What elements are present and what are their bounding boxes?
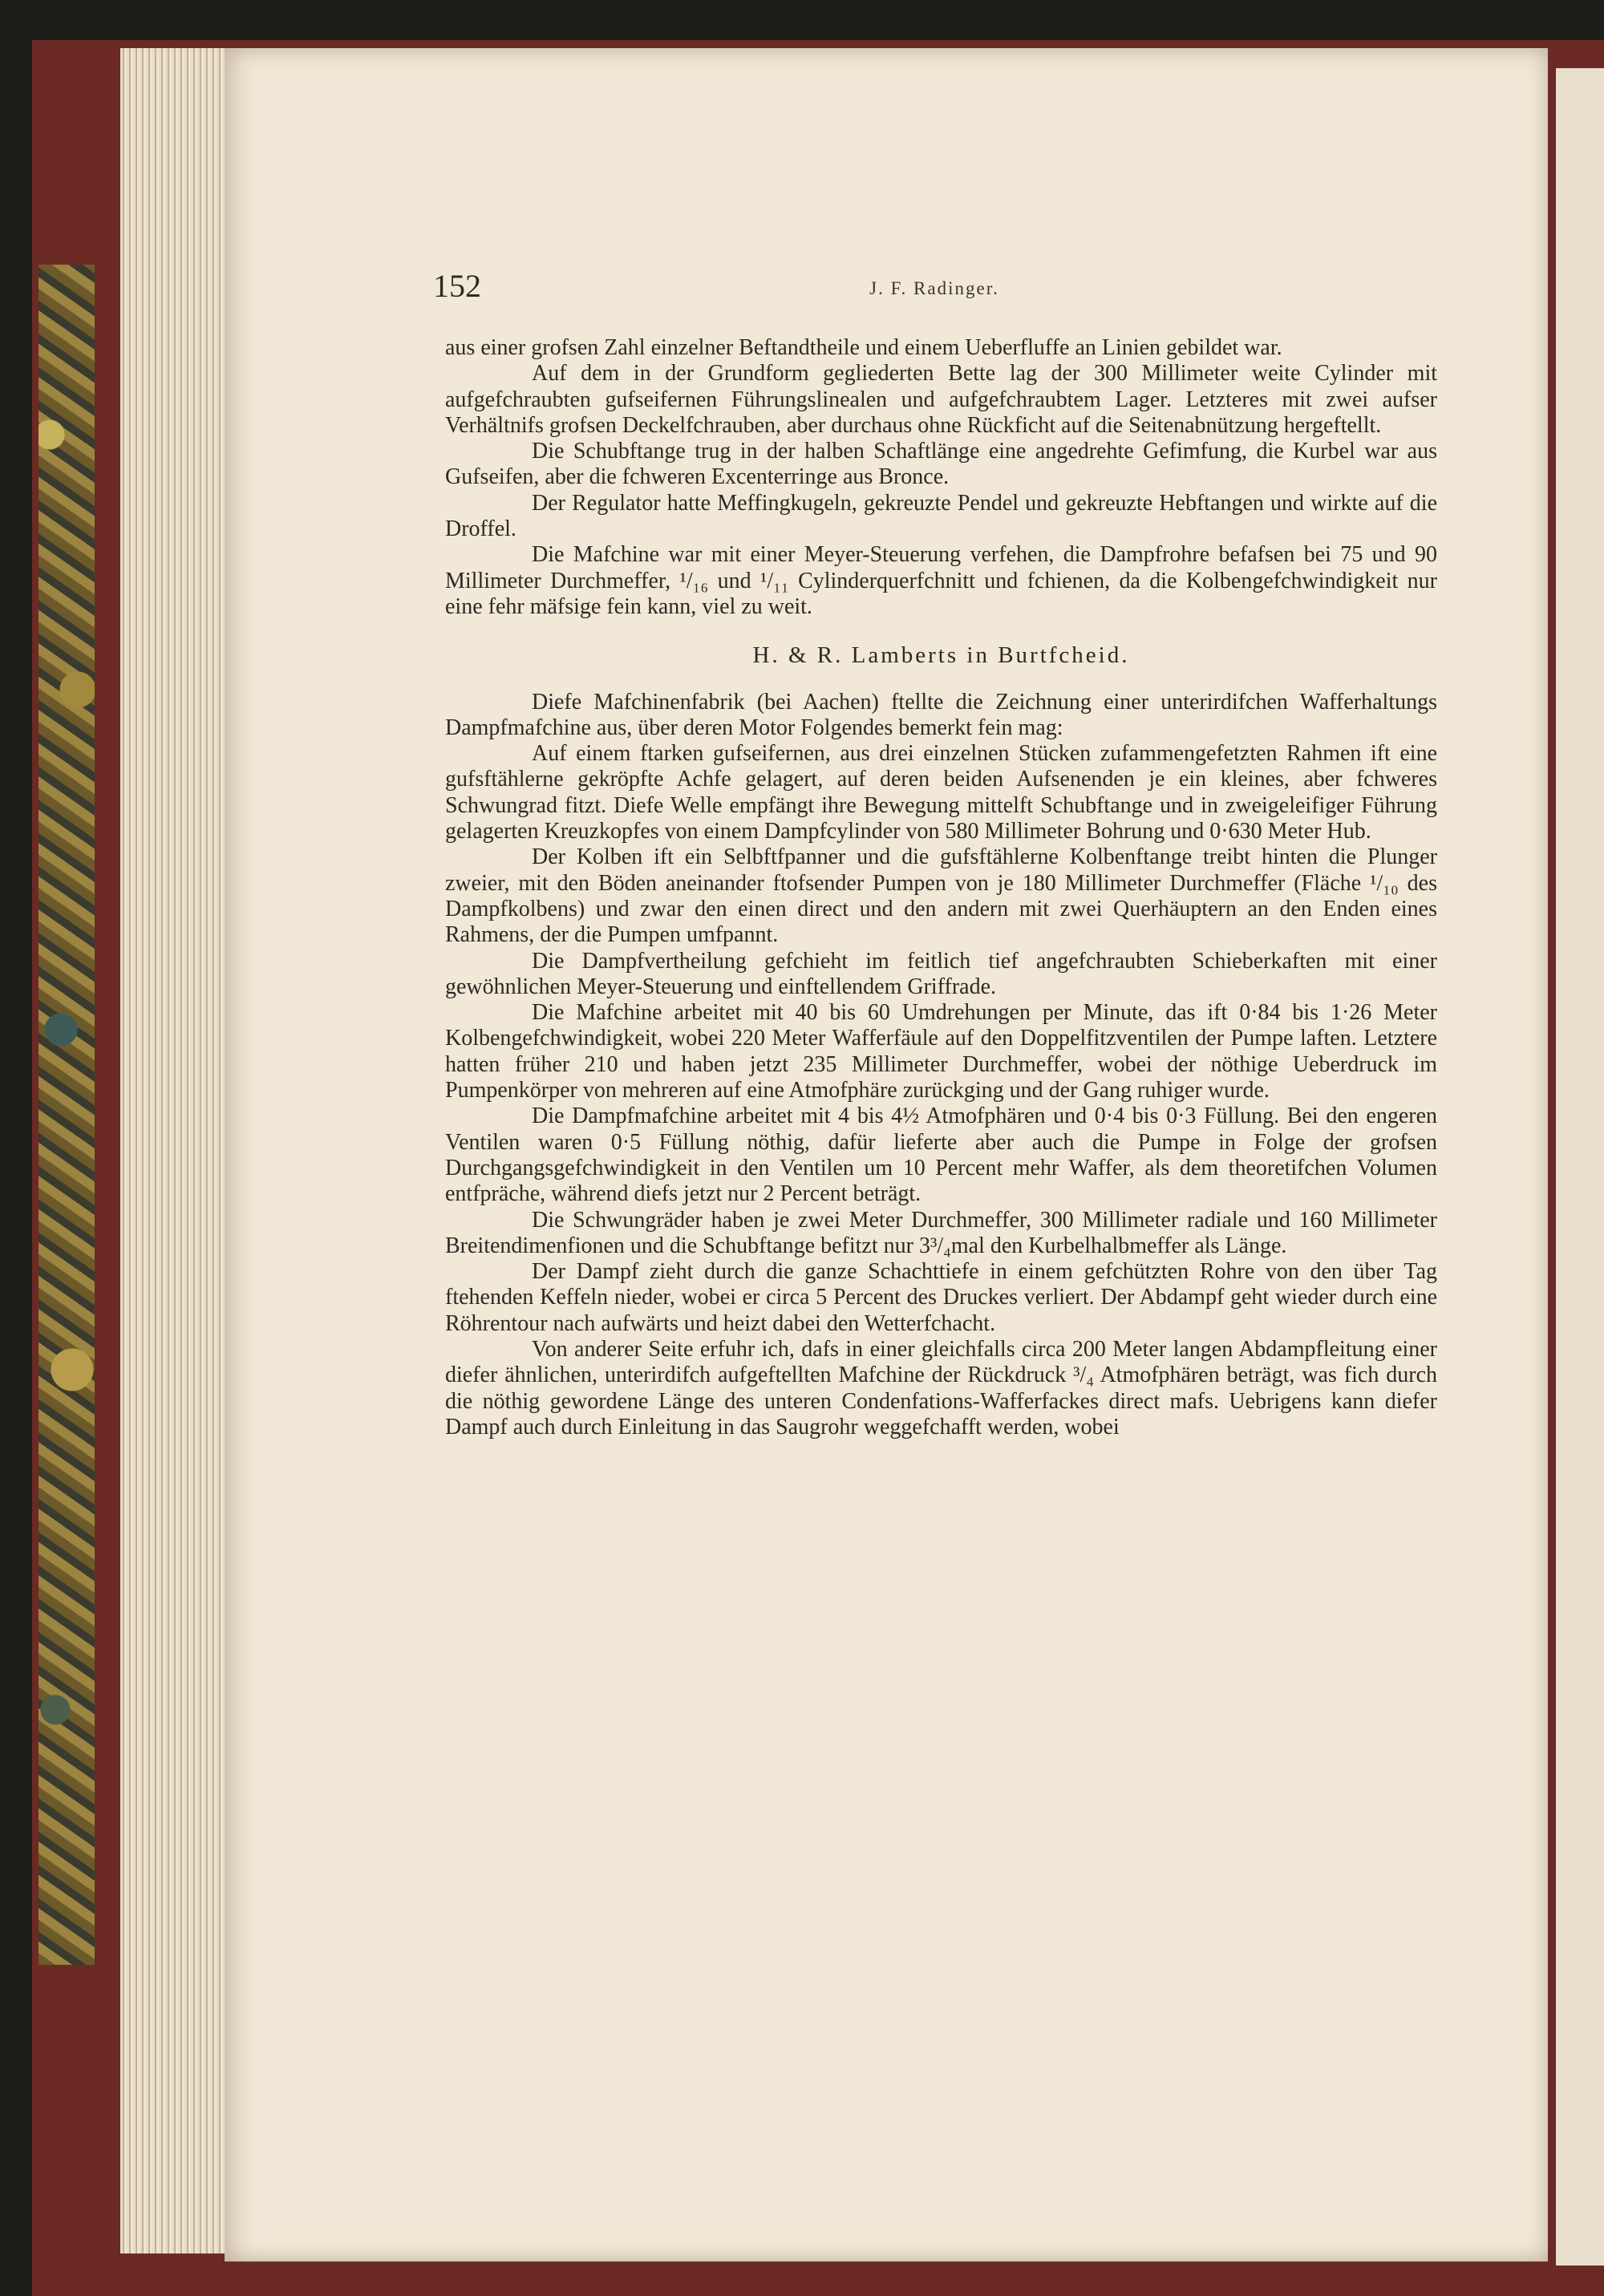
section-heading: H. & R. Lamberts in Burtfcheid. [752, 642, 1130, 669]
paragraph: Auf dem in der Grundform gegliederten Bette lag der 300 Millimeter weite Cylinder mit aufgefchraubten gufseifernen Führungslinealen und aufgefchraubtem Lager. Letzteres mit zwei aufser Verhältnifs grofsen Deckelfchrauben, aber durchaus ohne Rückficht auf die Seitenabnützung hergeftellt. [445, 361, 1437, 438]
paragraph: Die Schwungräder haben je zwei Meter Durchmeffer, 300 Millimeter radiale und 160 Millimeter Breitendimenfionen und die Schubftange befitzt nur 3³/₄mal den Kurbelhalbmeffer als Länge. [445, 1207, 1437, 1258]
paragraph: Die Dampfvertheilung gefchieht im feitlich tief angefchraubten Schieberkaften mit einer gewöhnlichen Meyer-Steuerung und einftellendem Griffrade. [445, 948, 1437, 999]
paragraph: Die Mafchine war mit einer Meyer-Steuerung verfehen, die Dampfrohre befafsen bei 75 und 90 Millimeter Durchmeffer, ¹/₁₆ und ¹/₁₁ Cylinderquerfchnitt und fchienen, da die Kolbengefchwindigkeit nur eine fehr mäfsige fein kann, viel zu weit. [445, 542, 1437, 619]
page-edges [120, 48, 233, 2253]
paragraph: Die Schubftange trug in der halben Schaftlänge eine angedrehte Gefimfung, die Kurbel war aus Gufseifen, aber die fchweren Excenterringe aus Bronce. [445, 439, 1437, 490]
page-number: 152 [433, 268, 481, 304]
paragraph: Diefe Mafchinenfabrik (bei Aachen) ftellte die Zeichnung einer unterirdifchen Wafferhaltungs Dampfmafchine aus, über deren Motor Folgendes bemerkt fein mag: [445, 689, 1437, 740]
paragraph: Von anderer Seite erfuhr ich, dafs in einer gleichfalls circa 200 Meter langen Abdampfleitung einer diefer ähnlichen, unterirdifch aufgeftellten Mafchine der Rückdruck ³/₄ Atmofphären beträgt, was fich durch die nöthig gewordene Länge des unteren Condenfations-Wafferfackes direct mafs. Uebrigens kann diefer Dampf auch durch Einleitung in das Saugrohr weggefchafft werden, wobei [445, 1336, 1437, 1440]
paragraph: Der Regulator hatte Meffingkugeln, gekreuzte Pendel und gekreuzte Hebftangen und wirkte auf die Droffel. [445, 490, 1437, 542]
facing-page [1556, 68, 1604, 2266]
paragraph: Die Dampfmafchine arbeitet mit 4 bis 4½ Atmofphären und 0·4 bis 0·3 Füllung. Bei den engeren Ventilen waren 0·5 Füllung nöthig, dafür lieferte aber auch die Pumpe in Folge der grofsen Durchgangsgefchwindigkeit in den Ventilen um 10 Percent mehr Waffer, als dem theoretifchen Volumen entfpräche, während diefs jetzt nur 2 Percent beträgt. [445, 1103, 1437, 1207]
paragraph: Auf einem ftarken gufseifernen, aus drei einzelnen Stücken zufammengefetzten Rahmen ift eine gufsftählerne gekröpfte Achfe gelagert, auf deren beiden Aufsenenden je ein kleines, aber fchweres Schwungrad fitzt. Diefe Welle empfängt ihre Bewegung mittelft Schubftange und in zweigeleifiger Führung gelagerten Kreuzkopfes von einem Dampfcylinder von 580 Millimeter Bohrung und 0·630 Meter Hub. [445, 741, 1437, 844]
paragraph: Der Kolben ift ein Selbftfpanner und die gufsftählerne Kolbenftange treibt hinten die Plunger zweier, mit den Böden aneinander ftofsender Pumpen von je 180 Millimeter Durchmeffer (Fläche ¹/₁₀ des Dampfkolbens) und zwar den einen direct und den andern mit zwei Querhäuptern an den Enden eines Rahmens, der die Pumpen umfpannt. [445, 844, 1437, 948]
running-head: J. F. Radinger. [869, 278, 999, 298]
page-header [433, 267, 1436, 307]
body-text [445, 335, 1437, 1440]
paragraph: Der Dampf zieht durch die ganze Schachttiefe in einem gefchützten Rohre von den über Tag ftehenden Keffeln nieder, wobei er circa 5 Percent des Druckes verliert. Der Abdampf geht wieder durch eine Röhrentour nach aufwärts und heizt dabei den Wetterfchacht. [445, 1259, 1437, 1336]
marbled-edge [38, 265, 95, 1965]
paragraph: Die Mafchine arbeitet mit 40 bis 60 Umdrehungen per Minute, das ift 0·84 bis 1·26 Meter Kolbengefchwindigkeit, wobei 220 Meter Wafferfäule auf den Doppelfitzventilen der Pumpe laften. Letztere hatten früher 210 und haben jetzt 235 Millimeter Durchmeffer, wobei der nöthige Ueberdruck im Pumpenkörper von mehreren auf eine Atmofphäre zurückging und der Gang ruhiger wurde. [445, 1000, 1437, 1103]
paragraph: aus einer grofsen Zahl einzelner Beftandtheile und einem Ueberfluffe an Linien gebildet war. [445, 335, 1282, 360]
